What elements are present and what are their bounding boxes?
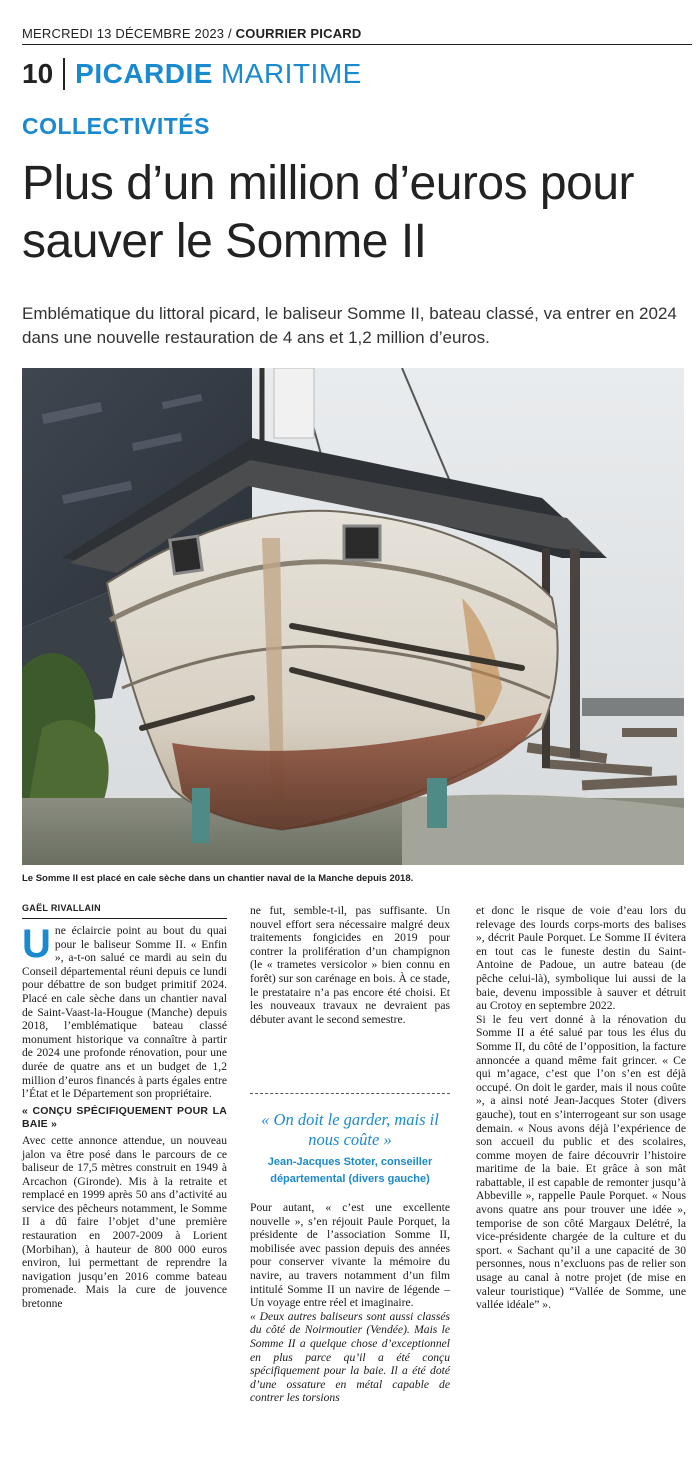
issue-date: MERCREDI 13 DÉCEMBRE 2023 / [22, 26, 232, 41]
article-subhead: « CONÇU SPÉCIFIQUEMENT POUR LA BAIE » [22, 1104, 227, 1131]
pull-quote-author: Jean-Jacques Stoter, conseiller départemental (divers gauche) [267, 1156, 433, 1185]
drop-cap: U [22, 922, 51, 966]
masthead-dateline [22, 26, 361, 41]
page-number: 10 [22, 58, 54, 89]
section-header [22, 54, 362, 94]
article-column-3 [476, 904, 686, 1312]
paragraph-4: Pour autant, « c’est une excellente nouvelle », s’en réjouit Paule Porquet, la présidente de l’association Somme II, mobilisée avec passion depuis des années pour conserver vivante la mémoire du navire, au travers notamment d’un film intitulé Somme II un navire de légende – Un voyage entre réel et imaginaire. [250, 1201, 450, 1310]
article-column-1 [22, 924, 227, 1311]
article-headline: Plus d’un million d’euros pour sauver le Somme II [22, 157, 634, 268]
article-kicker: COLLECTIVITÉS [22, 113, 210, 139]
paragraph-7: Si le feu vert donné à la rénovation du Somme II a été salué par tous les élus du Somme II, du côté de l’opposition, la facture annoncée a quand même fait grincer. « Ce qui m’agace, c’est que l’on s’en est déjà occupé. On doit le garder, mais il nous coûte », a ainsi noté Jean-Jacques Stoter (divers gauche), tout en s’interrogeant sur son usage demain. « Nous avons déjà l’expérience de son accueil du public et des scolaires, comme moyen de faire découvrir l’histoire maritime de la baie. Et grâce à son mât rabattable, il est capable de remonter jusqu’à Abbeville », rappelle Paule Porquet. « Nous avons quatre ans pour trouver une idée », temporise de son côté Margaux Delétré, la vice-présidente chargée de la culture et du sport. « Sachant qu’il a une capacité de 30 personnes, nous n’excluons pas de relier son usage au canal à notre projet (de mise en valeur touristique) “Vallée de Somme, une vallée idéale” ». [476, 1012, 686, 1312]
paragraph-5: « Deux autres baliseurs sont aussi classés du côté de Noirmoutier (Vendée). Mais le Somme II a quelque chose d’exceptionnel en plus parce qu’il a été conçu spécifiquement pour la baie. Il a été doté d’une ossature en métal capable de contrer les torsions [250, 1309, 450, 1405]
article-column-2 [250, 904, 450, 1026]
section-subname: MARITIME [220, 58, 362, 89]
paragraph-1: ne éclaircie point au bout du quai pour le baliseur Somme II. « Enfin », a-t-on salué ce mardi au sein du Conseil départemental réuni depuis ce lundi pour débattre de son budget primitif 2024. Placé en cale sèche dans un chantier naval de Saint-Vaast-la-Hougue (Manche) depuis 2018, l’emblématique bateau classé monument historique va connaître à partir de 2024 une profonde rénovation, pour une durée de quatre ans et un budget de 1,2 million d’euros financés à parts égales entre l’État et le Département son propriétaire. [22, 924, 227, 1101]
paragraph-3: ne fut, semble-t-il, pas suffisante. Un nouvel effort sera nécessaire malgré deux traitements fongicides en 2019 pour contrer la prolifération d’un champignon (le « trametes versicolor » bien connu en forêt) sur son carénage en bois. À ce stade, le prestataire n’a pas encore été choisi. Et les nouveaux travaux ne devraient pas débuter avant le second semestre. [250, 904, 450, 1026]
newspaper-name: COURRIER PICARD [235, 26, 362, 41]
article-byline: GAËL RIVALLAIN [22, 903, 101, 913]
masthead [22, 22, 692, 45]
pull-quote [250, 1093, 450, 1192]
article-standfirst: Emblématique du littoral picard, le baliseur Somme II, bateau classé, va entrer en 2024 dans une nouvelle restauration de 4 ans et 1,2 million d’euros. [22, 304, 677, 347]
paragraph-6: et donc le risque de voie d’eau lors du relevage des lourds corps-morts des balises », décrit Paule Porquet. Le Somme II évitera en tout cas le funeste destin du Saint-Antoine de Padoue, un autre bateau (de pêche celui-là), symbolique lui aussi de la baie, devenu impossible à sauver et détruit au Crotoy en septembre 2022. [476, 904, 686, 1013]
boat-photo-illustration [22, 368, 684, 865]
article-column-2-continued [250, 1201, 450, 1405]
byline-rule [22, 918, 227, 919]
pull-quote-text: « On doit le garder, mais il nous coûte » [261, 1110, 439, 1149]
paragraph-2: Avec cette annonce attendue, un nouveau jalon va être posé dans le parcours de ce baliseur de 17,5 mètres construit en 1949 à Arcachon (Gironde). Mis à la retraite et remplacé en 1999 après 50 ans d’activité au service des pêcheurs notamment, le Somme II a dû faire l’objet d’une première restauration en 2007-2009 à Lorient (Morbihan), à hauteur de 800 000 euros environ, lui permettant de reprendre la navigation jusqu’en 2016 comme bateau promenade. Mais la cure de jouvence bretonne [22, 1133, 227, 1311]
section-name: PICARDIE [75, 58, 213, 89]
photo-caption: Le Somme II est placé en cale sèche dans un chantier naval de la Manche depuis 2018. [22, 873, 414, 884]
article-photo [22, 368, 684, 865]
section-divider [63, 58, 65, 90]
